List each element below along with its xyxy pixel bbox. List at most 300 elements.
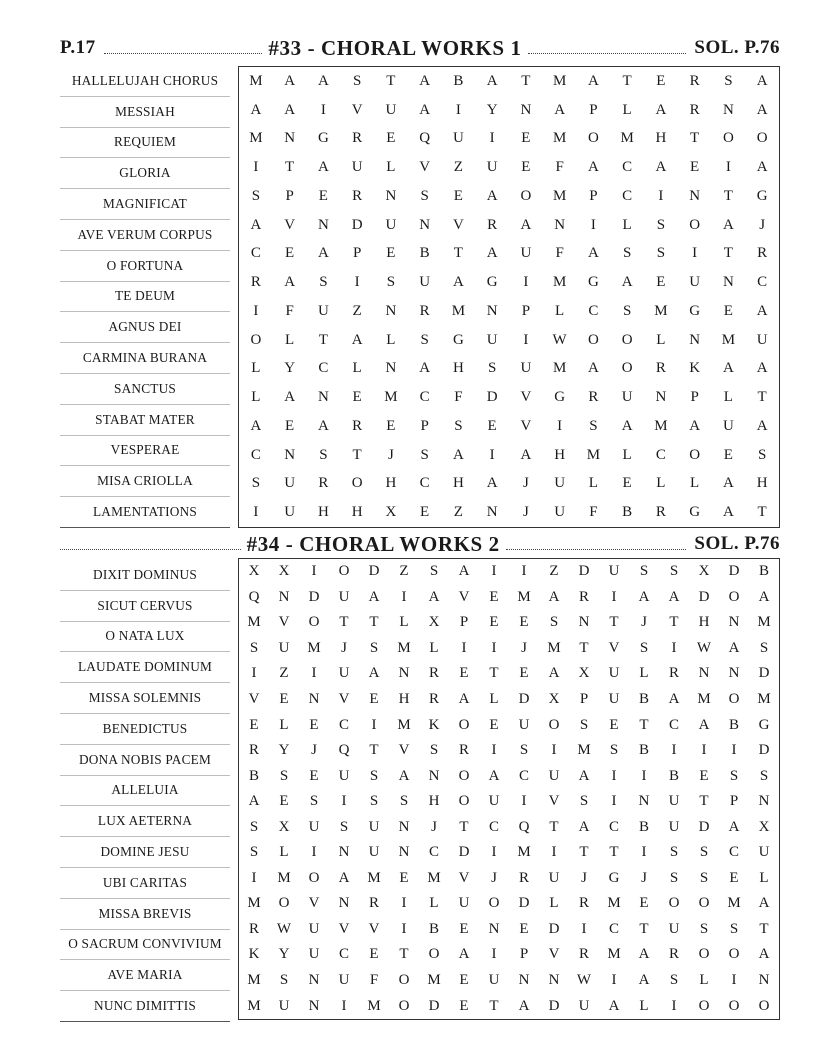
grid-letter[interactable]: S: [429, 742, 439, 759]
grid-letter[interactable]: D: [518, 691, 530, 707]
grid-letter[interactable]: S: [639, 639, 649, 656]
grid-letter[interactable]: P: [420, 417, 429, 434]
grid-letter[interactable]: Z: [549, 563, 559, 580]
grid-letter[interactable]: A: [587, 360, 599, 377]
grid-letter[interactable]: M: [607, 946, 621, 963]
grid-letter[interactable]: S: [519, 742, 529, 759]
grid-letter[interactable]: O: [458, 793, 470, 810]
grid-letter[interactable]: C: [419, 389, 430, 406]
grid-letter[interactable]: R: [518, 869, 529, 886]
grid-letter[interactable]: E: [399, 869, 409, 886]
grid-letter[interactable]: N: [518, 972, 530, 989]
grid-letter[interactable]: X: [278, 818, 290, 835]
grid-letter[interactable]: N: [722, 101, 734, 118]
grid-letter[interactable]: E: [622, 475, 632, 492]
grid-letter[interactable]: L: [251, 360, 261, 377]
grid-letter[interactable]: V: [608, 639, 620, 656]
grid-letter[interactable]: N: [689, 331, 701, 348]
grid-letter[interactable]: K: [248, 946, 260, 963]
grid-letter[interactable]: T: [339, 614, 349, 631]
grid-letter[interactable]: T: [399, 946, 409, 963]
grid-letter[interactable]: L: [622, 101, 632, 118]
grid-letter[interactable]: M: [247, 614, 261, 631]
grid-letter[interactable]: J: [387, 446, 394, 463]
grid-letter[interactable]: E: [386, 417, 396, 434]
grid-letter[interactable]: G: [689, 302, 701, 319]
grid-letter[interactable]: V: [520, 417, 532, 434]
grid-letter[interactable]: R: [318, 475, 329, 492]
grid-letter[interactable]: V: [368, 920, 380, 937]
grid-letter[interactable]: D: [548, 920, 560, 937]
grid-letter[interactable]: E: [639, 895, 649, 912]
grid-letter[interactable]: A: [419, 360, 431, 377]
grid-letter[interactable]: I: [491, 844, 497, 861]
grid-letter[interactable]: M: [247, 972, 261, 989]
grid-letter[interactable]: C: [608, 818, 619, 835]
grid-letter[interactable]: E: [318, 187, 328, 204]
grid-letter[interactable]: A: [284, 389, 296, 406]
grid-letter[interactable]: U: [452, 130, 464, 147]
grid-letter[interactable]: A: [486, 475, 498, 492]
grid-letter[interactable]: U: [668, 793, 680, 810]
grid-letter[interactable]: M: [427, 869, 441, 886]
grid-letter[interactable]: S: [429, 563, 439, 580]
grid-letter[interactable]: X: [758, 818, 770, 835]
grid-letter[interactable]: A: [452, 274, 464, 291]
grid-letter[interactable]: I: [521, 563, 527, 580]
grid-letter[interactable]: Z: [453, 504, 463, 521]
grid-letter[interactable]: C: [419, 475, 430, 492]
grid-letter[interactable]: S: [699, 869, 709, 886]
grid-letter[interactable]: N: [278, 588, 290, 605]
grid-letter[interactable]: U: [756, 331, 768, 348]
grid-letter[interactable]: T: [690, 130, 700, 147]
grid-letter[interactable]: A: [250, 101, 262, 118]
grid-letter[interactable]: B: [453, 72, 464, 89]
grid-letter[interactable]: A: [668, 588, 680, 605]
grid-letter[interactable]: A: [452, 446, 464, 463]
grid-letter[interactable]: L: [622, 446, 632, 463]
grid-letter[interactable]: O: [587, 130, 599, 147]
grid-letter[interactable]: I: [611, 793, 617, 810]
grid-letter[interactable]: O: [338, 563, 350, 580]
grid-letter[interactable]: L: [251, 389, 261, 406]
grid-letter[interactable]: I: [251, 665, 257, 682]
grid-letter[interactable]: M: [607, 895, 621, 912]
grid-letter[interactable]: M: [721, 331, 736, 348]
grid-letter[interactable]: P: [459, 614, 469, 631]
grid-letter[interactable]: B: [638, 742, 649, 759]
grid-letter[interactable]: N: [758, 972, 770, 989]
grid-letter[interactable]: T: [669, 614, 679, 631]
grid-letter[interactable]: A: [317, 159, 329, 176]
grid-letter[interactable]: H: [452, 360, 464, 377]
grid-letter[interactable]: L: [386, 159, 396, 176]
grid-letter[interactable]: O: [756, 130, 768, 147]
grid-letter[interactable]: E: [690, 159, 700, 176]
grid-letter[interactable]: L: [489, 691, 499, 707]
grid-letter[interactable]: R: [458, 742, 469, 759]
grid-letter[interactable]: M: [552, 274, 567, 291]
grid-letter[interactable]: S: [339, 818, 349, 835]
grid-letter[interactable]: P: [352, 245, 362, 262]
grid-letter[interactable]: S: [622, 302, 632, 319]
grid-letter[interactable]: T: [352, 446, 362, 463]
grid-letter[interactable]: O: [621, 360, 633, 377]
grid-letter[interactable]: O: [308, 869, 320, 886]
grid-letter[interactable]: G: [756, 187, 768, 204]
grid-letter[interactable]: N: [698, 665, 710, 682]
grid-letter[interactable]: P: [519, 946, 529, 963]
grid-letter[interactable]: U: [520, 245, 532, 262]
grid-letter[interactable]: N: [308, 691, 320, 707]
grid-letter[interactable]: S: [639, 563, 649, 580]
grid-letter[interactable]: B: [668, 767, 679, 784]
grid-letter[interactable]: T: [521, 72, 531, 89]
grid-letter[interactable]: Y: [486, 101, 498, 118]
grid-letter[interactable]: U: [608, 691, 620, 707]
grid-letter[interactable]: A: [758, 946, 770, 963]
grid-letter[interactable]: M: [727, 895, 741, 912]
grid-letter[interactable]: I: [641, 844, 647, 861]
grid-letter[interactable]: I: [401, 895, 407, 912]
grid-letter[interactable]: R: [487, 216, 498, 233]
grid-letter[interactable]: T: [699, 793, 709, 810]
grid-letter[interactable]: S: [251, 187, 261, 204]
grid-letter[interactable]: M: [384, 389, 398, 406]
grid-letter[interactable]: S: [759, 639, 769, 656]
grid-letter[interactable]: N: [385, 360, 397, 377]
grid-letter[interactable]: D: [698, 588, 710, 605]
grid-letter[interactable]: L: [759, 869, 769, 886]
grid-letter[interactable]: N: [398, 665, 410, 682]
grid-letter[interactable]: N: [548, 972, 560, 989]
grid-letter[interactable]: U: [608, 665, 620, 682]
grid-letter[interactable]: V: [284, 216, 296, 233]
grid-letter[interactable]: E: [459, 920, 469, 937]
grid-letter[interactable]: U: [308, 818, 320, 835]
grid-letter[interactable]: I: [701, 742, 707, 759]
grid-letter[interactable]: N: [419, 216, 431, 233]
grid-letter[interactable]: S: [279, 767, 289, 784]
grid-letter[interactable]: A: [728, 639, 740, 656]
grid-letter[interactable]: I: [311, 844, 317, 861]
grid-letter[interactable]: E: [279, 793, 289, 810]
grid-letter[interactable]: Q: [518, 818, 530, 835]
grid-letter[interactable]: Q: [338, 742, 350, 759]
grid-letter[interactable]: N: [385, 187, 397, 204]
grid-letter[interactable]: O: [398, 972, 410, 989]
grid-letter[interactable]: D: [698, 818, 710, 835]
grid-letter[interactable]: A: [250, 417, 262, 434]
grid-letter[interactable]: L: [656, 331, 666, 348]
grid-letter[interactable]: E: [489, 614, 499, 631]
grid-letter[interactable]: U: [308, 920, 320, 937]
grid-letter[interactable]: U: [317, 302, 329, 319]
grid-letter[interactable]: A: [722, 216, 734, 233]
grid-letter[interactable]: P: [579, 691, 589, 707]
grid-letter[interactable]: U: [419, 274, 431, 291]
grid-letter[interactable]: N: [722, 274, 734, 291]
grid-letter[interactable]: J: [431, 818, 437, 835]
grid-letter[interactable]: L: [555, 302, 565, 319]
grid-letter[interactable]: N: [284, 130, 296, 147]
grid-letter[interactable]: A: [317, 417, 329, 434]
grid-letter[interactable]: S: [454, 417, 463, 434]
grid-letter[interactable]: N: [338, 844, 350, 861]
grid-letter[interactable]: M: [552, 72, 567, 89]
grid-letter[interactable]: I: [491, 563, 497, 580]
grid-letter[interactable]: A: [486, 72, 498, 89]
grid-letter[interactable]: O: [698, 895, 710, 912]
grid-letter[interactable]: S: [759, 767, 769, 784]
grid-letter[interactable]: N: [486, 504, 498, 521]
grid-letter[interactable]: I: [731, 742, 737, 759]
grid-letter[interactable]: V: [351, 101, 363, 118]
grid-letter[interactable]: D: [758, 665, 770, 682]
grid-letter[interactable]: A: [756, 360, 768, 377]
grid-letter[interactable]: T: [369, 614, 379, 631]
grid-letter[interactable]: C: [518, 767, 529, 784]
grid-letter[interactable]: I: [489, 130, 495, 147]
grid-letter[interactable]: U: [385, 216, 397, 233]
grid-letter[interactable]: A: [554, 101, 566, 118]
grid-letter[interactable]: C: [488, 818, 499, 835]
grid-letter[interactable]: N: [655, 389, 667, 406]
grid-letter[interactable]: X: [428, 614, 440, 631]
grid-letter[interactable]: G: [587, 274, 599, 291]
grid-letter[interactable]: U: [284, 504, 296, 521]
grid-letter[interactable]: I: [251, 869, 257, 886]
grid-letter[interactable]: I: [523, 274, 529, 291]
grid-letter[interactable]: N: [638, 793, 650, 810]
grid-letter[interactable]: J: [581, 869, 587, 886]
grid-letter[interactable]: G: [689, 504, 701, 521]
grid-letter[interactable]: J: [641, 869, 647, 886]
grid-letter[interactable]: E: [519, 920, 529, 937]
grid-letter[interactable]: J: [521, 639, 527, 656]
grid-letter[interactable]: A: [317, 72, 329, 89]
grid-letter[interactable]: S: [249, 844, 259, 861]
grid-letter[interactable]: D: [351, 216, 363, 233]
grid-letter[interactable]: S: [669, 869, 679, 886]
grid-letter[interactable]: U: [486, 331, 498, 348]
grid-letter[interactable]: M: [277, 869, 291, 886]
grid-letter[interactable]: Z: [352, 302, 362, 319]
grid-letter[interactable]: C: [318, 360, 329, 377]
grid-letter[interactable]: A: [655, 159, 667, 176]
grid-letter[interactable]: S: [369, 793, 379, 810]
grid-letter[interactable]: E: [723, 446, 733, 463]
grid-letter[interactable]: Z: [279, 665, 289, 682]
grid-letter[interactable]: R: [588, 389, 599, 406]
grid-letter[interactable]: A: [488, 767, 500, 784]
grid-letter[interactable]: L: [656, 475, 666, 492]
grid-letter[interactable]: A: [351, 331, 363, 348]
grid-letter[interactable]: N: [488, 920, 500, 937]
grid-letter[interactable]: M: [397, 639, 411, 656]
grid-letter[interactable]: I: [455, 101, 461, 118]
grid-letter[interactable]: A: [518, 997, 530, 1014]
grid-letter[interactable]: A: [284, 101, 296, 118]
grid-letter[interactable]: E: [352, 389, 362, 406]
grid-letter[interactable]: R: [578, 895, 589, 912]
grid-letter[interactable]: F: [454, 389, 463, 406]
grid-letter[interactable]: E: [309, 767, 319, 784]
grid-letter[interactable]: U: [338, 665, 350, 682]
grid-letter[interactable]: P: [589, 187, 598, 204]
grid-letter[interactable]: A: [458, 946, 470, 963]
grid-letter[interactable]: N: [308, 997, 320, 1014]
grid-letter[interactable]: R: [578, 946, 589, 963]
grid-letter[interactable]: A: [548, 665, 560, 682]
grid-letter[interactable]: L: [386, 331, 396, 348]
grid-letter[interactable]: I: [253, 302, 259, 319]
grid-letter[interactable]: D: [518, 895, 530, 912]
grid-letter[interactable]: C: [757, 274, 768, 291]
grid-letter[interactable]: N: [728, 665, 740, 682]
grid-letter[interactable]: U: [722, 417, 734, 434]
grid-letter[interactable]: I: [311, 563, 317, 580]
grid-letter[interactable]: L: [399, 614, 409, 631]
grid-letter[interactable]: S: [399, 793, 409, 810]
grid-letter[interactable]: U: [308, 946, 320, 963]
grid-letter[interactable]: I: [341, 997, 347, 1014]
grid-letter[interactable]: I: [523, 331, 529, 348]
grid-letter[interactable]: M: [757, 614, 771, 631]
grid-letter[interactable]: B: [638, 691, 649, 707]
grid-letter[interactable]: M: [247, 895, 261, 912]
grid-letter[interactable]: M: [247, 997, 261, 1014]
grid-letter[interactable]: R: [368, 895, 379, 912]
grid-letter[interactable]: N: [385, 302, 397, 319]
grid-letter[interactable]: A: [587, 72, 599, 89]
grid-letter[interactable]: F: [555, 159, 564, 176]
grid-letter[interactable]: A: [578, 818, 590, 835]
grid-letter[interactable]: O: [520, 187, 532, 204]
grid-letter[interactable]: T: [639, 716, 649, 733]
grid-letter[interactable]: V: [520, 389, 532, 406]
grid-letter[interactable]: M: [517, 844, 531, 861]
grid-letter[interactable]: M: [757, 691, 771, 707]
grid-letter[interactable]: J: [759, 216, 766, 233]
grid-letter[interactable]: C: [250, 446, 261, 463]
grid-letter[interactable]: I: [253, 159, 259, 176]
grid-letter[interactable]: E: [279, 691, 289, 707]
grid-letter[interactable]: D: [428, 997, 440, 1014]
grid-letter[interactable]: N: [554, 216, 566, 233]
grid-letter[interactable]: A: [338, 869, 350, 886]
grid-letter[interactable]: M: [367, 869, 381, 886]
grid-letter[interactable]: A: [608, 997, 620, 1014]
grid-letter[interactable]: J: [311, 742, 317, 759]
grid-letter[interactable]: O: [621, 331, 633, 348]
grid-letter[interactable]: H: [428, 793, 440, 810]
grid-letter[interactable]: U: [548, 869, 560, 886]
grid-letter[interactable]: L: [723, 389, 733, 406]
grid-letter[interactable]: S: [352, 72, 362, 89]
grid-letter[interactable]: V: [548, 793, 560, 810]
grid-letter[interactable]: Q: [248, 588, 260, 605]
grid-letter[interactable]: E: [249, 716, 259, 733]
grid-letter[interactable]: T: [609, 614, 619, 631]
grid-letter[interactable]: O: [728, 997, 740, 1014]
grid-letter[interactable]: T: [757, 504, 767, 521]
grid-letter[interactable]: I: [641, 767, 647, 784]
grid-letter[interactable]: R: [428, 691, 439, 707]
grid-letter[interactable]: U: [278, 639, 290, 656]
grid-letter[interactable]: M: [397, 716, 411, 733]
grid-letter[interactable]: N: [338, 895, 350, 912]
grid-letter[interactable]: O: [278, 895, 290, 912]
grid-letter[interactable]: W: [696, 639, 712, 656]
grid-letter[interactable]: E: [459, 997, 469, 1014]
grid-letter[interactable]: A: [520, 446, 532, 463]
grid-letter[interactable]: I: [521, 793, 527, 810]
grid-letter[interactable]: Z: [453, 159, 463, 176]
grid-letter[interactable]: S: [279, 972, 289, 989]
grid-letter[interactable]: M: [620, 130, 634, 147]
grid-letter[interactable]: I: [658, 187, 664, 204]
grid-letter[interactable]: T: [609, 844, 619, 861]
grid-letter[interactable]: D: [578, 563, 590, 580]
grid-letter[interactable]: W: [552, 331, 567, 348]
grid-letter[interactable]: M: [517, 588, 531, 605]
grid-letter[interactable]: A: [722, 475, 734, 492]
grid-letter[interactable]: D: [458, 844, 470, 861]
grid-letter[interactable]: S: [319, 274, 328, 291]
grid-letter[interactable]: U: [368, 844, 380, 861]
grid-letter[interactable]: A: [368, 665, 380, 682]
grid-letter[interactable]: I: [611, 767, 617, 784]
grid-letter[interactable]: T: [757, 389, 767, 406]
grid-letter[interactable]: T: [723, 187, 733, 204]
grid-letter[interactable]: W: [576, 972, 592, 989]
grid-letter[interactable]: D: [486, 389, 498, 406]
grid-letter[interactable]: T: [723, 245, 733, 262]
grid-letter[interactable]: A: [284, 274, 296, 291]
grid-letter[interactable]: D: [368, 563, 380, 580]
grid-letter[interactable]: I: [341, 793, 347, 810]
grid-letter[interactable]: S: [420, 331, 429, 348]
grid-letter[interactable]: A: [638, 946, 650, 963]
grid-letter[interactable]: O: [308, 614, 320, 631]
grid-letter[interactable]: O: [689, 216, 701, 233]
grid-letter[interactable]: F: [589, 504, 598, 521]
grid-letter[interactable]: I: [725, 159, 731, 176]
grid-letter[interactable]: G: [317, 130, 329, 147]
grid-letter[interactable]: R: [578, 588, 589, 605]
grid-letter[interactable]: H: [554, 446, 566, 463]
grid-letter[interactable]: O: [587, 331, 599, 348]
grid-letter[interactable]: S: [386, 274, 396, 291]
grid-letter[interactable]: A: [698, 716, 710, 733]
grid-letter[interactable]: E: [386, 245, 396, 262]
grid-letter[interactable]: A: [621, 274, 633, 291]
grid-letter[interactable]: N: [284, 446, 296, 463]
grid-letter[interactable]: M: [249, 72, 263, 89]
grid-letter[interactable]: U: [486, 159, 498, 176]
grid-letter[interactable]: D: [758, 742, 770, 759]
grid-letter[interactable]: U: [488, 972, 500, 989]
grid-letter[interactable]: P: [285, 187, 294, 204]
grid-letter[interactable]: O: [250, 331, 262, 348]
grid-letter[interactable]: O: [488, 895, 500, 912]
grid-letter[interactable]: R: [668, 946, 679, 963]
grid-letter[interactable]: L: [429, 895, 439, 912]
grid-letter[interactable]: U: [668, 818, 680, 835]
grid-letter[interactable]: S: [589, 417, 598, 434]
